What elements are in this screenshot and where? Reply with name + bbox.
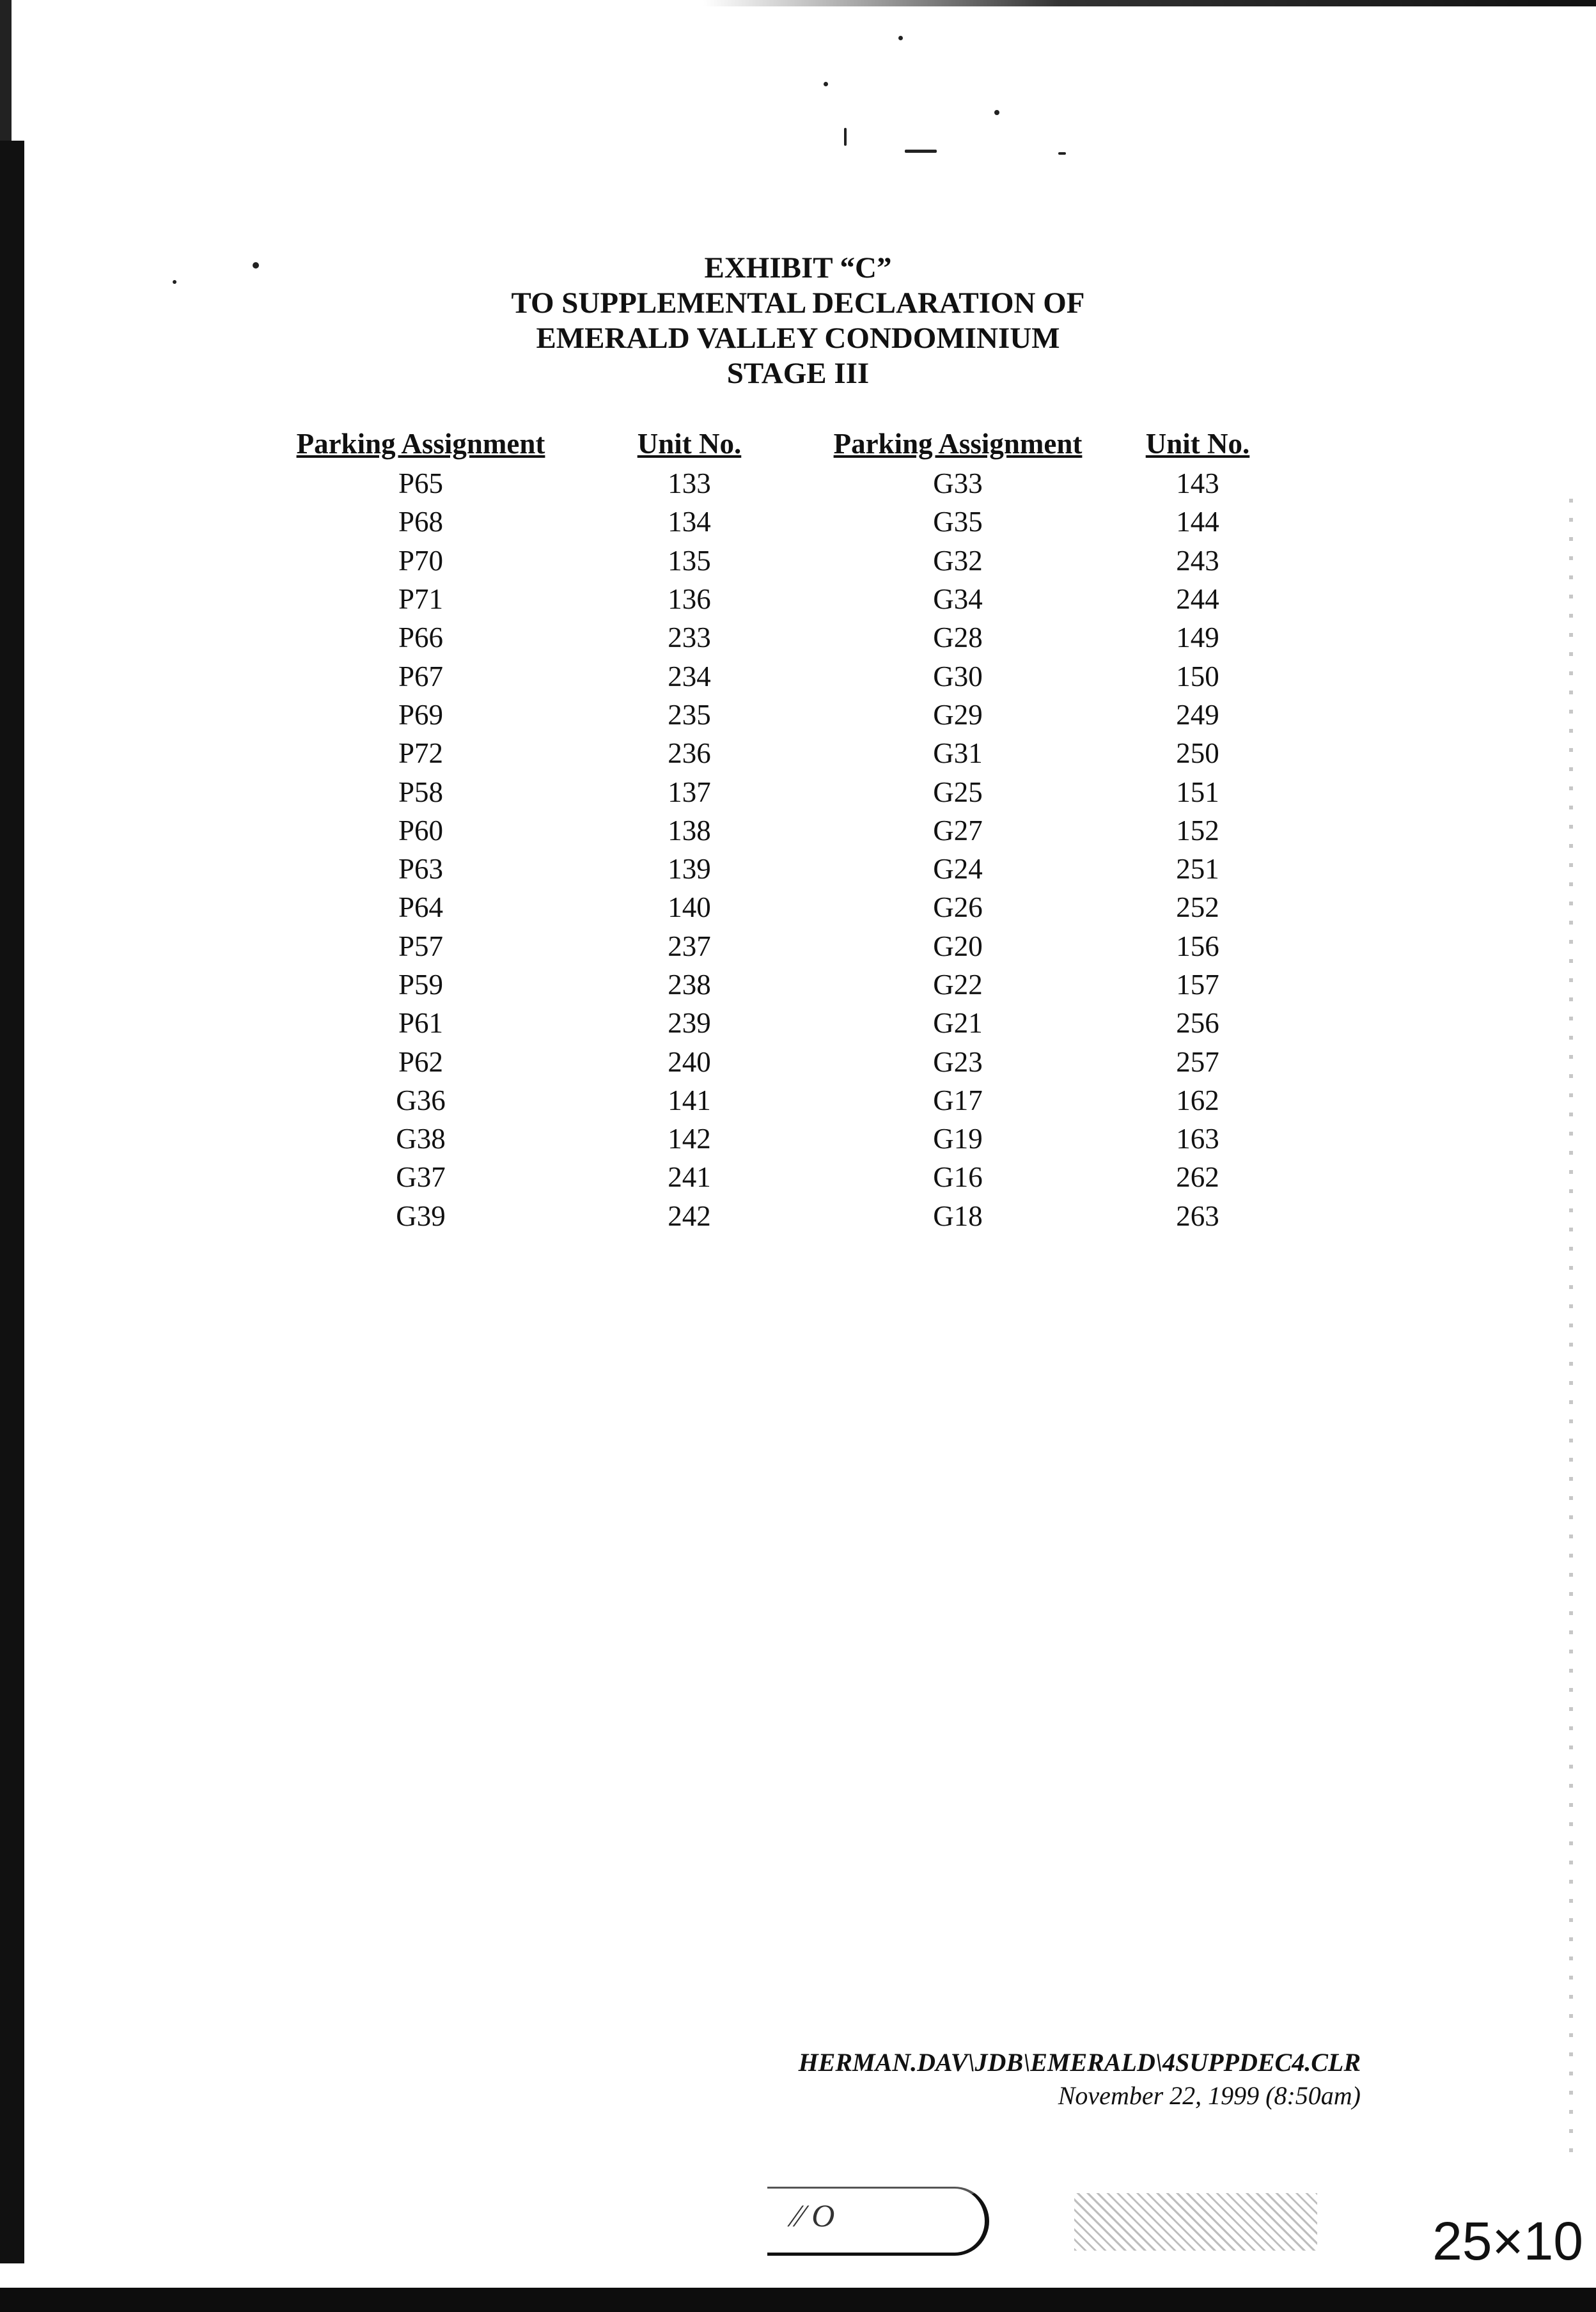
unit-number-cell: 151 xyxy=(1176,776,1219,808)
unit-number-cell: 243 xyxy=(1176,544,1219,577)
scan-speck xyxy=(905,150,937,153)
unit-number-cell: 240 xyxy=(668,1045,711,1078)
parking-assignment-cell: P62 xyxy=(398,1045,444,1078)
table-row xyxy=(286,503,1303,541)
parking-assignment-cell: G26 xyxy=(933,891,983,924)
column-header-unit-no: Unit No. xyxy=(637,428,742,460)
scan-speck xyxy=(898,36,903,40)
parking-assignment-cell: P67 xyxy=(398,660,444,692)
parking-assignment-cell: P69 xyxy=(398,698,444,731)
parking-assignment-cell: G17 xyxy=(933,1084,983,1116)
scan-speck xyxy=(824,82,828,86)
parking-assignment-cell: G18 xyxy=(933,1199,983,1232)
unit-number-cell: 133 xyxy=(668,467,711,500)
unit-number-cell: 139 xyxy=(668,853,711,886)
condominium-name: EMERALD VALLEY CONDOMINIUM xyxy=(536,322,1060,355)
parking-assignment-cell: P64 xyxy=(398,891,444,924)
unit-number-cell: 157 xyxy=(1176,969,1219,1001)
table-row xyxy=(286,734,1303,772)
unit-number-cell: 142 xyxy=(668,1123,711,1155)
scan-noise xyxy=(1074,2193,1317,2251)
unit-number-cell: 141 xyxy=(668,1084,711,1116)
parking-assignment-cell: P66 xyxy=(398,621,444,654)
scan-speck xyxy=(1058,152,1066,155)
table-row xyxy=(286,772,1303,811)
table-row xyxy=(286,850,1303,888)
parking-assignment-cell: G24 xyxy=(933,853,983,886)
unit-number-cell: 234 xyxy=(668,660,711,692)
exhibit-title: EXHIBIT “C” xyxy=(704,251,892,285)
parking-assignment-cell: P70 xyxy=(398,544,444,577)
parking-assignment-cell: P59 xyxy=(398,969,444,1001)
unit-number-cell: 252 xyxy=(1176,891,1219,924)
parking-assignment-cell: G27 xyxy=(933,814,983,847)
table-row xyxy=(286,542,1303,580)
table-row xyxy=(286,1158,1303,1196)
parking-assignment-cell: G35 xyxy=(933,506,983,538)
table-row xyxy=(286,811,1303,850)
table-body xyxy=(286,464,1303,1235)
parking-assignment-cell: G22 xyxy=(933,969,983,1001)
unit-number-cell: 263 xyxy=(1176,1199,1219,1232)
unit-number-cell: 150 xyxy=(1176,660,1219,692)
parking-assignment-cell: G21 xyxy=(933,1007,983,1040)
parking-assignment-cell: G20 xyxy=(933,930,983,962)
parking-assignment-cell: P57 xyxy=(398,930,444,962)
table-row xyxy=(286,1081,1303,1120)
unit-number-cell: 143 xyxy=(1176,467,1219,500)
unit-number-cell: 137 xyxy=(668,776,711,808)
parking-assignment-cell: G33 xyxy=(933,467,983,500)
column-header-parking-assignment: Parking Assignment xyxy=(833,428,1083,460)
unit-number-cell: 241 xyxy=(668,1161,711,1194)
file-path: HERMAN.DAV\JDB\EMERALD\4SUPPDEC4.CLR xyxy=(798,2048,1361,2077)
unit-number-cell: 140 xyxy=(668,891,711,924)
parking-assignment-cell: G34 xyxy=(933,583,983,616)
parking-assignment-cell: G36 xyxy=(396,1084,446,1116)
unit-number-cell: 236 xyxy=(668,737,711,770)
scan-speck xyxy=(844,128,847,146)
parking-assignment-cell: G23 xyxy=(933,1045,983,1078)
parking-assignment-cell: P72 xyxy=(398,737,444,770)
file-reference xyxy=(799,2046,1361,2113)
unit-number-cell: 134 xyxy=(668,506,711,538)
unit-number-cell: 135 xyxy=(668,544,711,577)
scan-edge-left-top xyxy=(0,0,12,153)
parking-assignment-cell: P68 xyxy=(398,506,444,538)
parking-assignment-cell: G32 xyxy=(933,544,983,577)
unit-number-cell: 256 xyxy=(1176,1007,1219,1040)
parking-assignment-cell: P63 xyxy=(398,853,444,886)
parking-assignment-cell: G39 xyxy=(396,1199,446,1232)
unit-number-cell: 257 xyxy=(1176,1045,1219,1078)
unit-number-cell: 235 xyxy=(668,698,711,731)
table-row xyxy=(286,1120,1303,1158)
parking-assignment-cell: G38 xyxy=(396,1123,446,1155)
unit-number-cell: 262 xyxy=(1176,1161,1219,1194)
declaration-title: TO SUPPLEMENTAL DECLARATION OF xyxy=(511,286,1085,320)
column-header-parking-assignment: Parking Assignment xyxy=(296,428,545,460)
unit-number-cell: 251 xyxy=(1176,853,1219,886)
parking-assignment-cell: P61 xyxy=(398,1007,444,1040)
table-row xyxy=(286,927,1303,965)
unit-number-cell: 162 xyxy=(1176,1084,1219,1116)
unit-number-cell: 249 xyxy=(1176,698,1219,731)
parking-assignment-cell: G28 xyxy=(933,621,983,654)
table-row xyxy=(286,1197,1303,1235)
scan-edge-right xyxy=(1569,499,1573,2161)
file-date: November 22, 1999 (8:50am) xyxy=(1058,2081,1361,2110)
unit-number-cell: 250 xyxy=(1176,737,1219,770)
table-row xyxy=(286,464,1303,503)
parking-assignment-cell: P71 xyxy=(398,583,444,616)
table-row xyxy=(286,1004,1303,1042)
table-row xyxy=(286,580,1303,618)
parking-assignment-cell: P60 xyxy=(398,814,444,847)
column-header-unit-no: Unit No. xyxy=(1145,428,1250,460)
table-row xyxy=(286,888,1303,926)
scan-edge-top xyxy=(703,0,1596,6)
scan-edge-bottom xyxy=(0,2288,1596,2312)
parking-assignment-cell: G37 xyxy=(396,1161,446,1194)
parking-assignment-cell: G19 xyxy=(933,1123,983,1155)
unit-number-cell: 237 xyxy=(668,930,711,962)
table-row xyxy=(286,1042,1303,1081)
parking-assignment-cell: P65 xyxy=(398,467,444,500)
handwritten-stamp: 25×10 xyxy=(1432,2211,1583,2271)
unit-number-cell: 242 xyxy=(668,1199,711,1232)
unit-number-cell: 152 xyxy=(1176,814,1219,847)
parking-assignment-cell: G29 xyxy=(933,698,983,731)
unit-number-cell: 233 xyxy=(668,621,711,654)
parking-assignment-table xyxy=(286,423,1303,1235)
document-heading xyxy=(0,251,1596,391)
parking-assignment-cell: G31 xyxy=(933,737,983,770)
parking-assignment-cell: P58 xyxy=(398,776,444,808)
table-row xyxy=(286,965,1303,1004)
scan-speck xyxy=(994,110,999,115)
unit-number-cell: 244 xyxy=(1176,583,1219,616)
parking-assignment-cell: G25 xyxy=(933,776,983,808)
table-row xyxy=(286,618,1303,657)
table-header-row xyxy=(286,423,1303,464)
table-row xyxy=(286,696,1303,734)
table-row xyxy=(286,657,1303,695)
unit-number-cell: 238 xyxy=(668,969,711,1001)
unit-number-cell: 149 xyxy=(1176,621,1219,654)
stage-title: STAGE III xyxy=(726,357,870,390)
unit-number-cell: 239 xyxy=(668,1007,711,1040)
parking-assignment-cell: G30 xyxy=(933,660,983,692)
unit-number-cell: 156 xyxy=(1176,930,1219,962)
parking-assignment-cell: G16 xyxy=(933,1161,983,1194)
unit-number-cell: 163 xyxy=(1176,1123,1219,1155)
unit-number-cell: 138 xyxy=(668,814,711,847)
scan-edge-left xyxy=(0,141,24,2263)
unit-number-cell: 144 xyxy=(1176,506,1219,538)
unit-number-cell: 136 xyxy=(668,583,711,616)
handwritten-glyph: ⁄⁄ O xyxy=(793,2198,835,2233)
